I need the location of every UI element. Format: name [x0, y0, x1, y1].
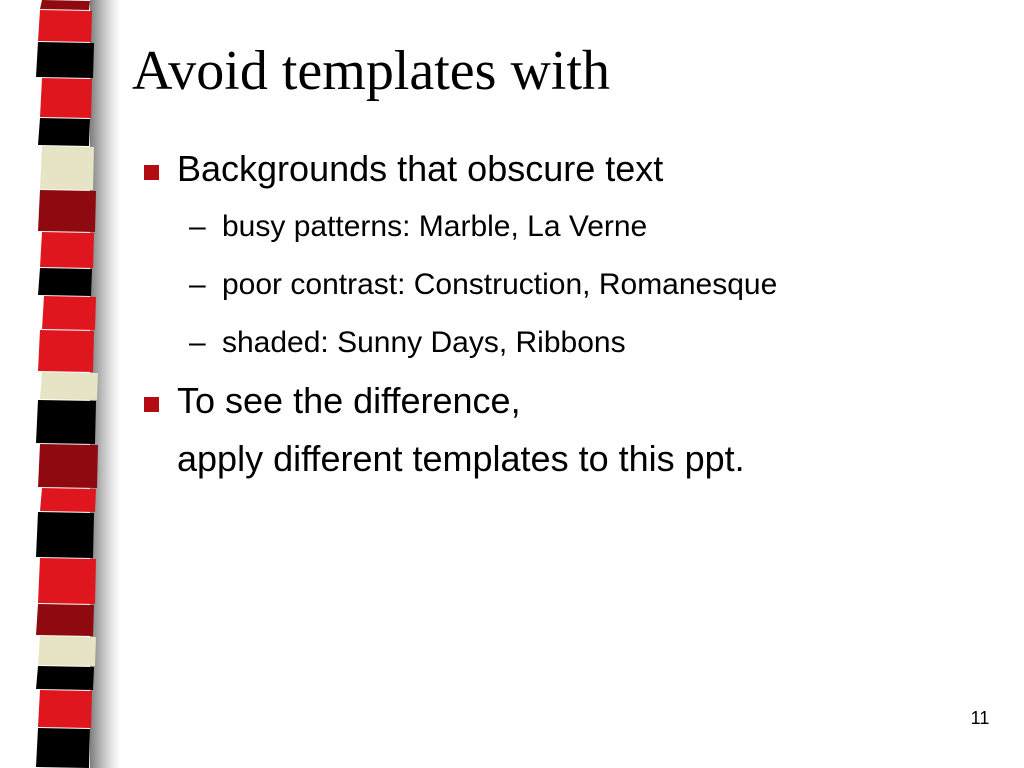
stripe-segment [38, 10, 92, 42]
sub-bullet-text: shaded: Sunny Days, Ribbons [222, 326, 626, 359]
square-bullet-icon [144, 397, 159, 412]
bullet-text: Backgrounds that obscure text [177, 148, 664, 189]
stripe-segment [38, 268, 92, 296]
stripe-segment [36, 666, 94, 690]
dash-bullet-icon: – [189, 326, 206, 359]
dash-bullet-icon: – [189, 268, 206, 301]
slide-title: Avoid templates with [132, 40, 610, 102]
stripe-segment [38, 330, 94, 372]
stripe-segment [36, 512, 94, 558]
stripe-segment [38, 558, 96, 604]
bullet-continuation-text: apply different templates to this ppt. [177, 438, 745, 479]
stripe-segment [36, 42, 94, 78]
sub-bullet-item [142, 256, 1002, 314]
stripe-segment [40, 146, 94, 190]
slide-body [142, 140, 1002, 488]
stripe-segment [38, 690, 92, 728]
stripe-segment [38, 190, 96, 232]
stripe-segment [40, 0, 90, 10]
page-number: 11 [970, 708, 990, 728]
sub-bullet-item [142, 198, 1002, 256]
square-bullet-icon [144, 165, 159, 180]
stripes-graphic [0, 0, 120, 768]
decorative-stripe-band [0, 0, 120, 768]
stripe-segment [38, 118, 90, 146]
stripe-segment [40, 78, 92, 118]
bullet-item [142, 372, 1002, 430]
stripe-segment [38, 636, 96, 666]
sub-bullet-item [142, 314, 1002, 372]
sub-bullet-text: busy patterns: Marble, La Verne [222, 210, 648, 243]
bullet-item [142, 140, 1002, 198]
bullet-text: To see the difference, [177, 380, 521, 421]
stripe-segment [36, 604, 94, 636]
stripe-segment [42, 296, 96, 330]
stripe-segment [40, 488, 96, 512]
stripe-segment [38, 444, 98, 488]
stripe-segment [40, 232, 94, 268]
stripe-segment [36, 728, 90, 768]
dash-bullet-icon: – [189, 210, 206, 243]
stripe-segment [36, 400, 96, 444]
stripe-segment [40, 372, 98, 400]
sub-bullet-text: poor contrast: Construction, Romanesque [222, 268, 778, 301]
